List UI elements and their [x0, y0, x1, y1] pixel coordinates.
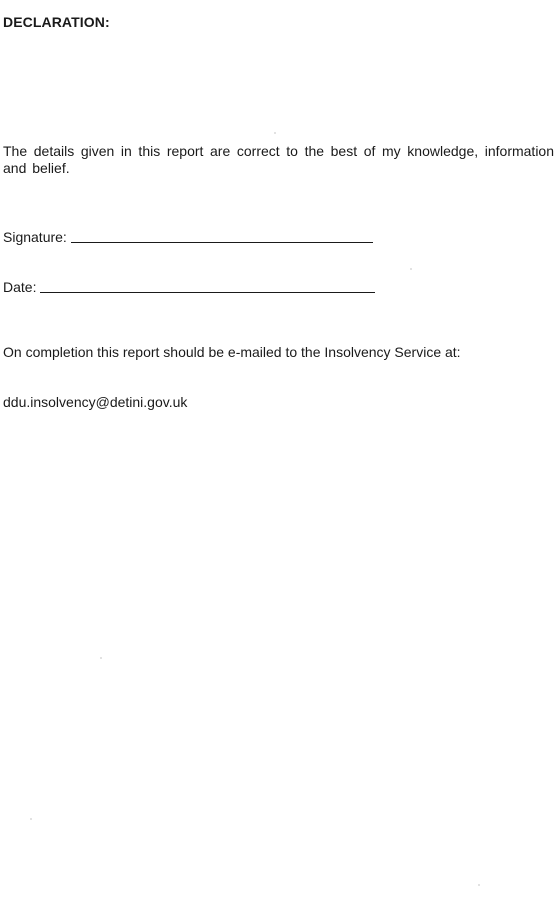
submission-instruction: On completion this report should be e-mailed to the Insolvency Service at: [3, 344, 461, 360]
signature-line [71, 228, 373, 243]
signature-label: Signature: [3, 229, 67, 245]
scan-speck [100, 657, 102, 659]
scan-speck [30, 818, 32, 820]
date-label: Date: [3, 279, 37, 295]
scan-speck [274, 132, 276, 134]
contact-email: ddu.insolvency@detini.gov.uk [3, 394, 188, 410]
declaration-statement: The details given in this report are correct to the best of my knowledge, information and belief. [3, 143, 554, 176]
signature-field [3, 228, 373, 245]
scan-speck [478, 884, 480, 886]
declaration-heading: DECLARATION: [3, 14, 110, 30]
date-line [40, 278, 375, 293]
scan-speck [410, 268, 412, 270]
date-field [3, 278, 375, 295]
